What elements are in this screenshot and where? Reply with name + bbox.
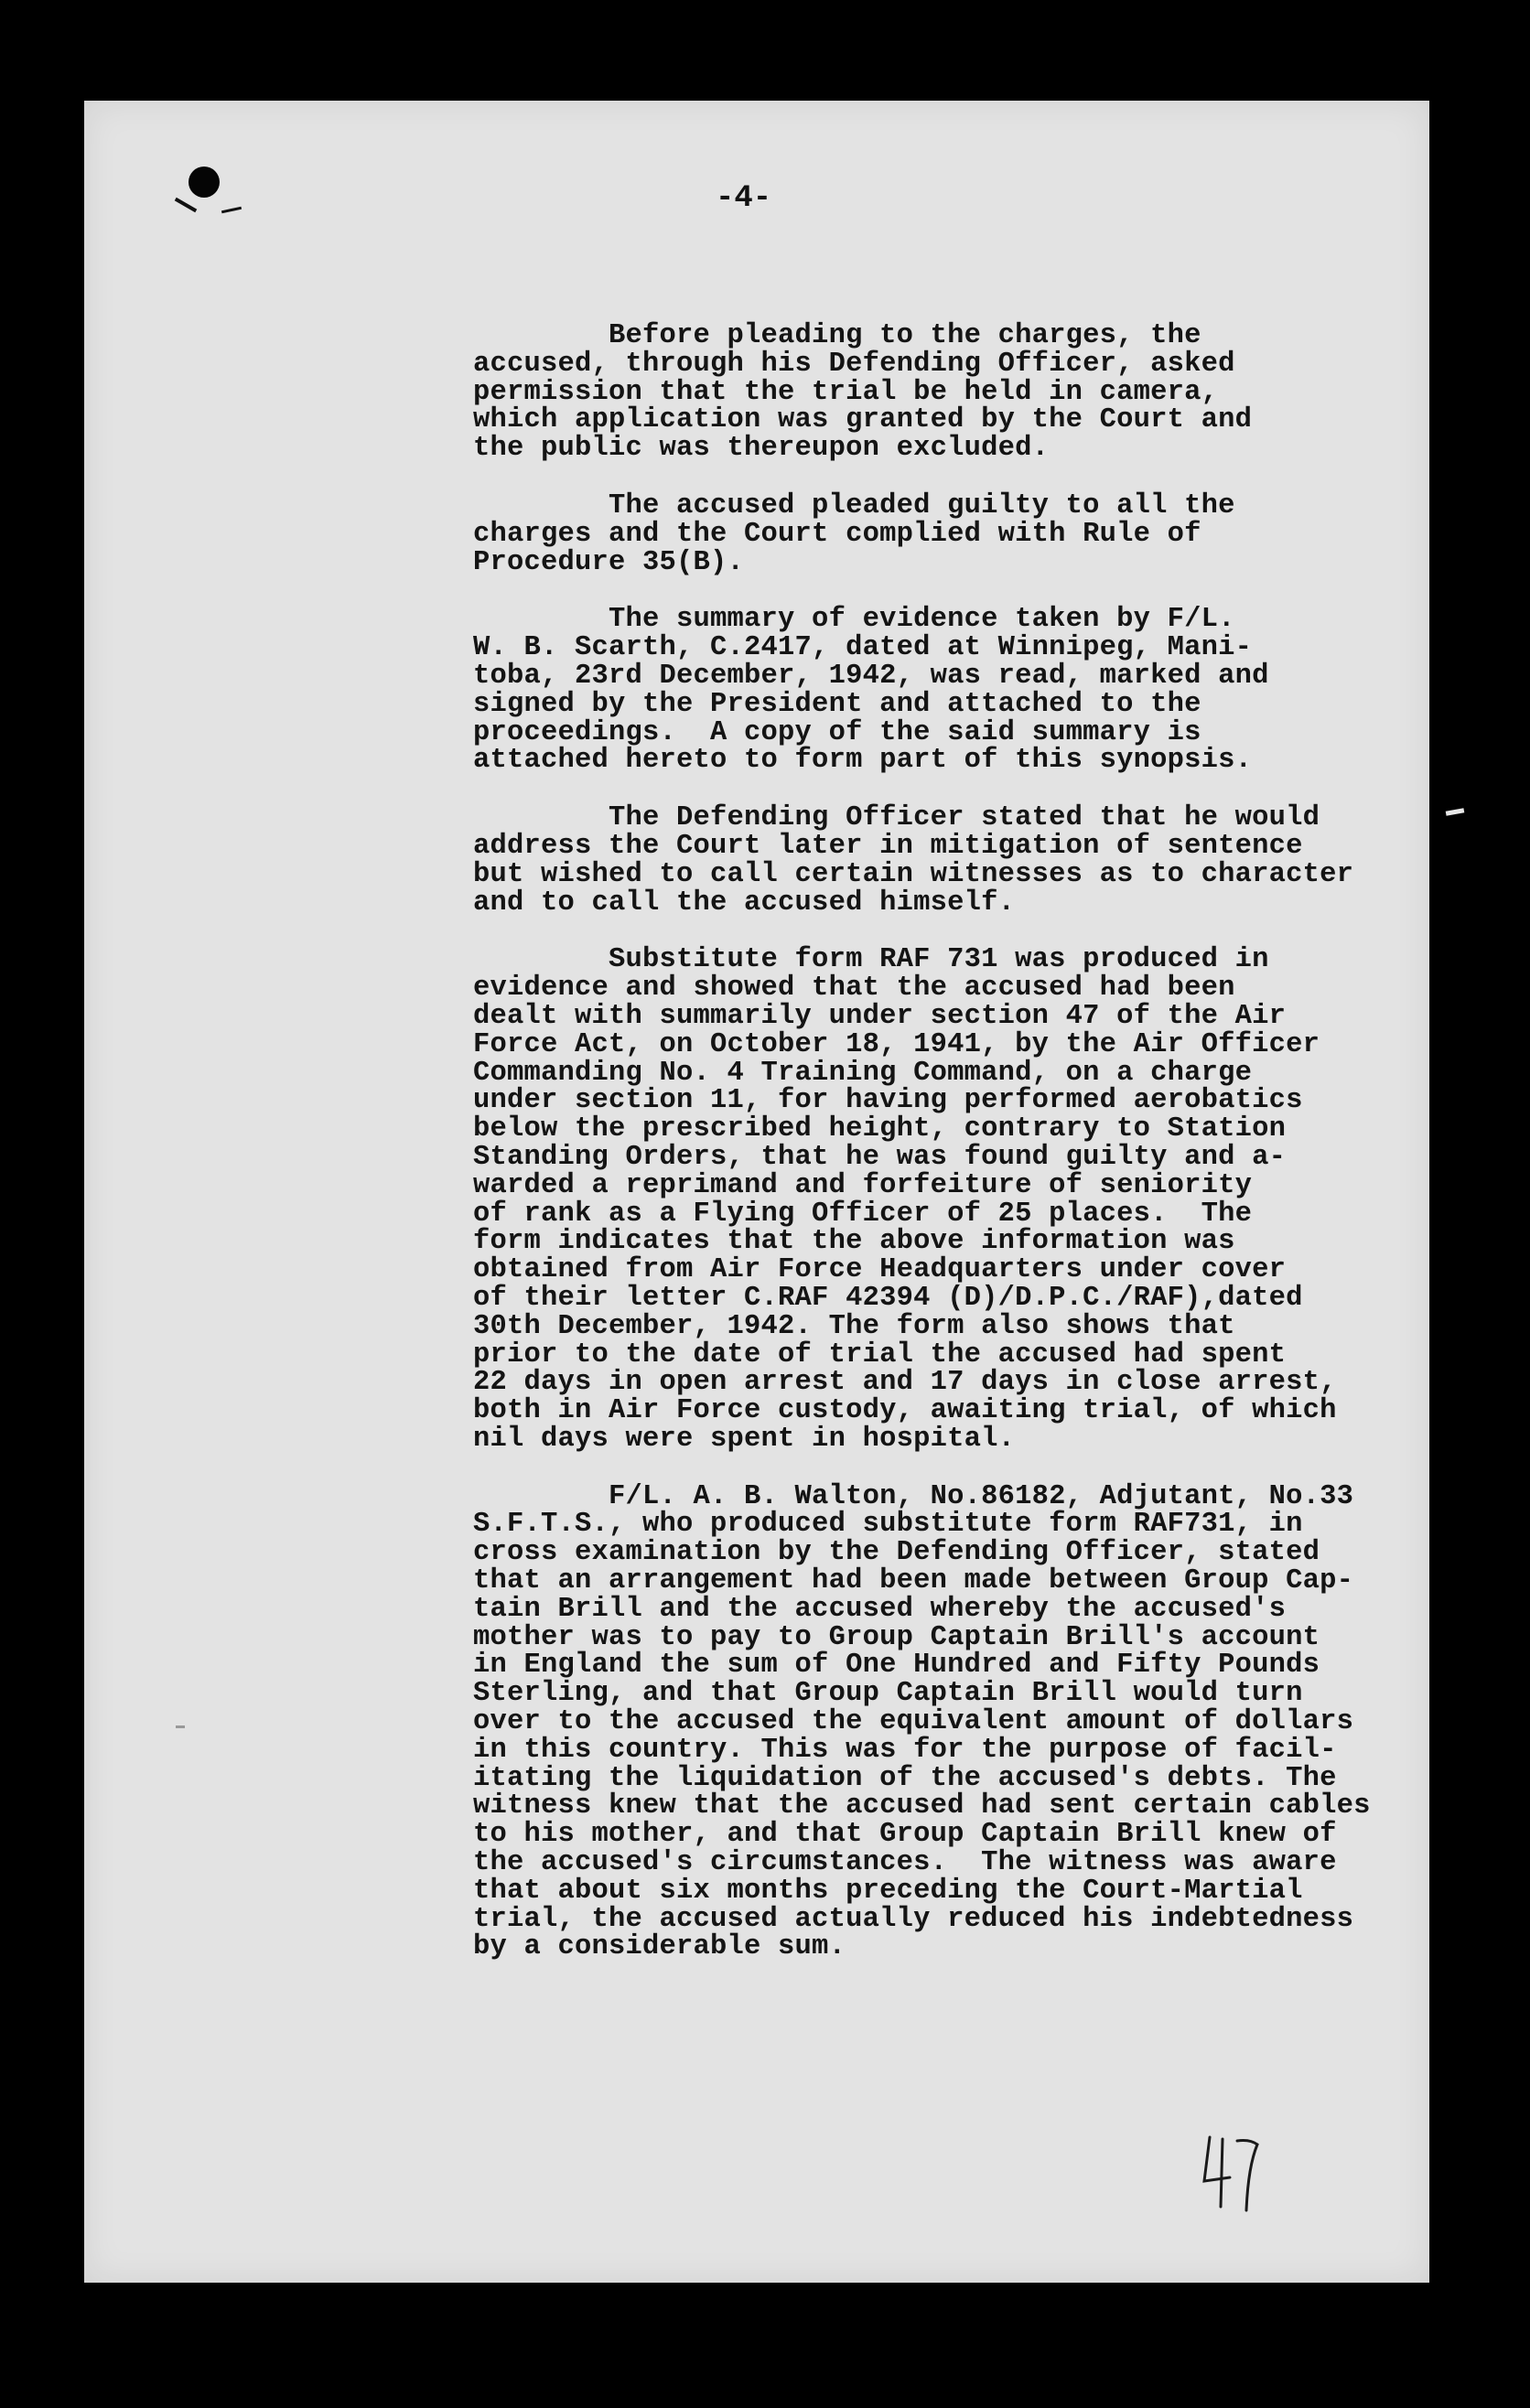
- paragraph: [473, 322, 1425, 463]
- text-line: The summary of evidence taken by F/L.: [473, 604, 1235, 636]
- text-line: Procedure 35(B).: [473, 546, 745, 578]
- text-line: mother was to pay to Group Captain Brill's account: [473, 1621, 1320, 1653]
- document-body: [473, 322, 1425, 1991]
- text-line: that an arrangement had been made between Group Cap-: [473, 1565, 1354, 1597]
- text-line: itating the liquidation of the accused's debts. The: [473, 1762, 1337, 1794]
- text-line: attached hereto to form part of this synopsis.: [473, 745, 1253, 777]
- text-line: Force Act, on October 18, 1941, by the Air Officer: [473, 1028, 1320, 1060]
- text-line: Commanding No. 4 Training Command, on a charge: [473, 1057, 1253, 1089]
- handwritten-page-number: [1199, 2130, 1263, 2214]
- text-line: F/L. A. B. Walton, No.86182, Adjutant, No.33: [473, 1480, 1354, 1512]
- text-line: charges and the Court complied with Rule of: [473, 518, 1201, 550]
- paragraph: [473, 1480, 1425, 1963]
- text-line: to his mother, and that Group Captain Brill knew of: [473, 1819, 1337, 1851]
- paragraph: [473, 946, 1425, 1453]
- edge-mark: [1446, 808, 1465, 815]
- text-line: but wished to call certain witnesses as to character: [473, 858, 1354, 890]
- text-line: prior to the date of trial the accused had spent: [473, 1338, 1287, 1371]
- text-line: the public was thereupon excluded.: [473, 433, 1050, 465]
- text-line: witness knew that the accused had sent certain cables: [473, 1790, 1371, 1822]
- text-line: cross examination by the Defending Officer, stated: [473, 1537, 1320, 1569]
- paragraph: [473, 804, 1425, 917]
- punch-hole-icon: [189, 167, 220, 198]
- text-line: by a considerable sum.: [473, 1931, 846, 1963]
- text-line: both in Air Force custody, awaiting trial, of which: [473, 1395, 1337, 1427]
- text-line: obtained from Air Force Headquarters under cover: [473, 1254, 1287, 1286]
- text-line: dealt with summarily under section 47 of the Air: [473, 1000, 1287, 1032]
- text-line: 30th December, 1942. The form also shows that: [473, 1310, 1235, 1342]
- text-line: of their letter C.RAF 42394 (D)/D.P.C./RAF),dated: [473, 1282, 1303, 1314]
- text-line: 22 days in open arrest and 17 days in close arrest,: [473, 1367, 1337, 1399]
- scan-mark: [175, 198, 198, 212]
- text-line: form indicates that the above information was: [473, 1226, 1235, 1258]
- text-line: and to call the accused himself.: [473, 887, 1016, 919]
- text-line: under section 11, for having performed aerobatics: [473, 1085, 1303, 1117]
- text-line: W. B. Scarth, C.2417, dated at Winnipeg, Mani-: [473, 632, 1253, 664]
- text-line: the accused's circumstances. The witness was aware: [473, 1847, 1337, 1879]
- text-line: signed by the President and attached to the: [473, 688, 1201, 720]
- text-line: S.F.T.S., who produced substitute form RAF731, in: [473, 1509, 1303, 1541]
- text-line: Before pleading to the charges, the: [473, 320, 1201, 351]
- text-line: address the Court later in mitigation of sentence: [473, 830, 1303, 862]
- text-line: nil days were spent in hospital.: [473, 1423, 1016, 1455]
- text-line: permission that the trial be held in camera,: [473, 376, 1219, 408]
- text-line: that about six months preceding the Court-Martial: [473, 1875, 1303, 1907]
- text-line: The accused pleaded guilty to all the: [473, 489, 1235, 521]
- text-line: proceedings. A copy of the said summary is: [473, 716, 1201, 748]
- text-line: of rank as a Flying Officer of 25 places. The: [473, 1198, 1253, 1230]
- text-line: in England the sum of One Hundred and Fifty Pounds: [473, 1650, 1320, 1682]
- text-line: in this country. This was for the purpose of facil-: [473, 1734, 1337, 1766]
- text-line: accused, through his Defending Officer, asked: [473, 348, 1235, 380]
- text-line: tain Brill and the accused whereby the accused's: [473, 1593, 1287, 1625]
- scan-mark: [221, 207, 242, 214]
- text-line: toba, 23rd December, 1942, was read, marked and: [473, 660, 1269, 692]
- paragraph: [473, 489, 1425, 578]
- text-line: warded a reprimand and forfeiture of seniority: [473, 1169, 1253, 1201]
- text-line: over to the accused the equivalent amount of dollars: [473, 1706, 1354, 1738]
- text-line: below the prescribed height, contrary to Station: [473, 1113, 1287, 1145]
- paragraph: [473, 606, 1425, 775]
- text-line: evidence and showed that the accused had been: [473, 973, 1235, 1005]
- page-number: -4-: [716, 181, 772, 216]
- text-line: trial, the accused actually reduced his indebtedness: [473, 1903, 1354, 1935]
- margin-tick: [176, 1725, 185, 1728]
- text-line: Substitute form RAF 731 was produced in: [473, 944, 1269, 976]
- document-page: [84, 101, 1429, 2283]
- text-line: Standing Orders, that he was found guilty and a-: [473, 1141, 1287, 1173]
- text-line: The Defending Officer stated that he would: [473, 802, 1320, 834]
- text-line: which application was granted by the Court and: [473, 404, 1253, 436]
- text-line: Sterling, and that Group Captain Brill would turn: [473, 1678, 1303, 1710]
